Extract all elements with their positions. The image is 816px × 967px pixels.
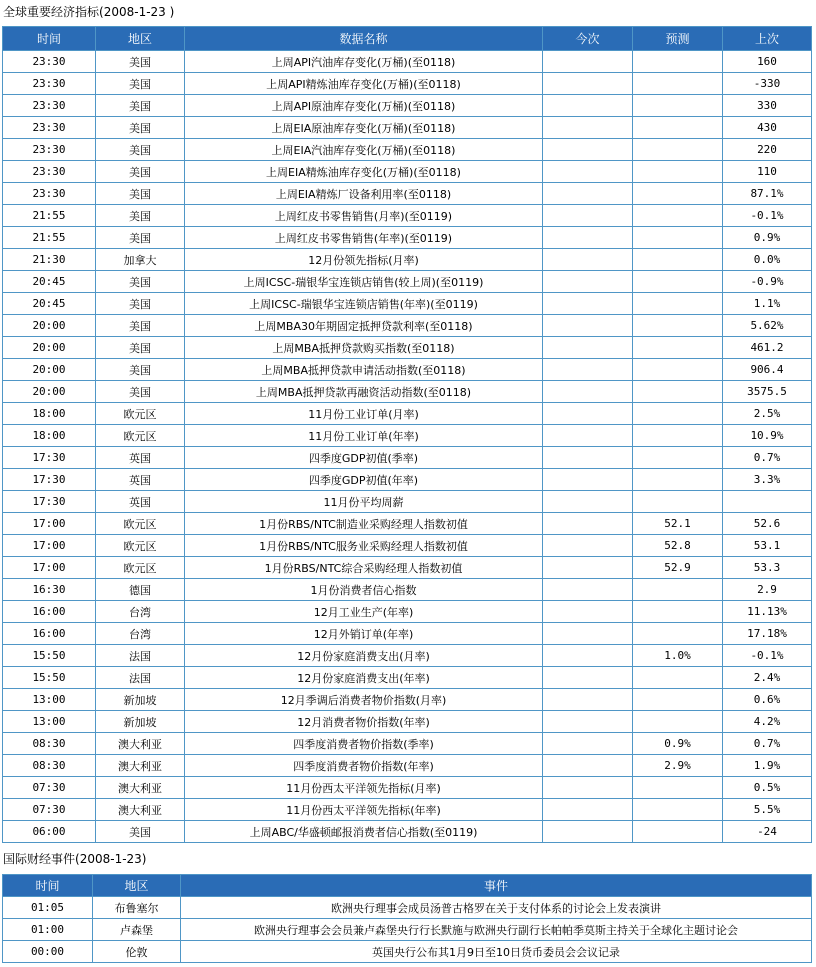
cell-region: 英国 (96, 447, 185, 469)
table-row (3, 513, 812, 535)
cell-actual (543, 315, 633, 337)
cell-time: 23:30 (3, 95, 96, 117)
table-row (3, 51, 812, 73)
cell-event-region: 卢森堡 (93, 919, 181, 941)
table-row (3, 249, 812, 271)
cell-data-name: 12月外销订单(年率) (185, 623, 543, 645)
cell-actual (543, 645, 633, 667)
cell-time: 08:30 (3, 733, 96, 755)
cell-time: 23:30 (3, 51, 96, 73)
cell-region: 英国 (96, 469, 185, 491)
cell-region: 美国 (96, 161, 185, 183)
cell-data-name: 11月份工业订单(月率) (185, 403, 543, 425)
table-row (3, 117, 812, 139)
cell-previous (723, 491, 812, 513)
cell-region: 美国 (96, 381, 185, 403)
cell-actual (543, 403, 633, 425)
table-row (3, 95, 812, 117)
cell-event-region: 伦敦 (93, 941, 181, 963)
col-header-previous: 上次 (723, 27, 812, 51)
cell-data-name: 上周MBA抵押贷款购买指数(至0118) (185, 337, 543, 359)
cell-forecast (633, 161, 723, 183)
cell-event: 欧洲央行理事会会员兼卢森堡央行行长默施与欧洲央行副行长帕帕季莫斯主持关于全球化主题讨论会 (181, 919, 812, 941)
table-row (3, 403, 812, 425)
cell-region: 美国 (96, 337, 185, 359)
cell-actual (543, 821, 633, 843)
cell-time: 06:00 (3, 821, 96, 843)
cell-forecast (633, 183, 723, 205)
cell-region: 美国 (96, 821, 185, 843)
cell-forecast (633, 469, 723, 491)
cell-time: 21:55 (3, 205, 96, 227)
cell-region: 英国 (96, 491, 185, 513)
cell-actual (543, 623, 633, 645)
cell-time: 17:00 (3, 535, 96, 557)
cell-previous: 2.4% (723, 667, 812, 689)
indicators-table (2, 26, 812, 843)
cell-forecast (633, 205, 723, 227)
cell-previous: 0.6% (723, 689, 812, 711)
cell-forecast (633, 711, 723, 733)
cell-data-name: 12月工业生产(年率) (185, 601, 543, 623)
cell-actual (543, 381, 633, 403)
cell-time: 17:30 (3, 491, 96, 513)
cell-previous: 17.18% (723, 623, 812, 645)
cell-actual (543, 183, 633, 205)
cell-data-name: 上周ABC/华盛顿邮报消费者信心指数(至0119) (185, 821, 543, 843)
cell-actual (543, 227, 633, 249)
cell-time: 17:30 (3, 469, 96, 491)
cell-actual (543, 139, 633, 161)
cell-data-name: 11月份西太平洋领先指标(年率) (185, 799, 543, 821)
cell-forecast: 52.8 (633, 535, 723, 557)
cell-region: 欧元区 (96, 425, 185, 447)
col-header-data-name: 数据名称 (185, 27, 543, 51)
table-row (3, 667, 812, 689)
cell-actual (543, 95, 633, 117)
cell-forecast (633, 799, 723, 821)
table-row (3, 227, 812, 249)
cell-previous: 2.9 (723, 579, 812, 601)
cell-forecast (633, 73, 723, 95)
cell-event: 欧洲央行理事会成员汤普古格罗在关于支付体系的讨论会上发表演讲 (181, 897, 812, 919)
cell-data-name: 四季度消费者物价指数(年率) (185, 755, 543, 777)
table-row (3, 711, 812, 733)
cell-previous: 220 (723, 139, 812, 161)
cell-time: 23:30 (3, 139, 96, 161)
cell-time: 16:30 (3, 579, 96, 601)
cell-time: 15:50 (3, 645, 96, 667)
cell-previous: 10.9% (723, 425, 812, 447)
cell-time: 17:00 (3, 513, 96, 535)
events-title: 国际财经事件 (3, 852, 76, 866)
cell-region: 新加坡 (96, 711, 185, 733)
indicators-date: (2008-1-23 ) (99, 5, 175, 19)
cell-previous: 110 (723, 161, 812, 183)
cell-previous: 11.13% (723, 601, 812, 623)
cell-previous: -0.9% (723, 271, 812, 293)
cell-actual (543, 271, 633, 293)
cell-forecast (633, 579, 723, 601)
cell-forecast (633, 249, 723, 271)
col-header-forecast: 预测 (633, 27, 723, 51)
cell-time: 20:00 (3, 337, 96, 359)
cell-time: 20:45 (3, 293, 96, 315)
cell-data-name: 上周EIA精炼厂设备利用率(至0118) (185, 183, 543, 205)
cell-actual (543, 249, 633, 271)
cell-forecast (633, 777, 723, 799)
cell-data-name: 上周ICSC-瑞银华宝连锁店销售(年率)(至0119) (185, 293, 543, 315)
cell-previous: 52.6 (723, 513, 812, 535)
cell-previous: -0.1% (723, 645, 812, 667)
table-row (3, 579, 812, 601)
cell-actual (543, 513, 633, 535)
cell-previous: 5.5% (723, 799, 812, 821)
table-row (3, 337, 812, 359)
cell-forecast (633, 117, 723, 139)
cell-data-name: 上周红皮书零售销售(月率)(至0119) (185, 205, 543, 227)
cell-previous: 430 (723, 117, 812, 139)
table-row (3, 161, 812, 183)
cell-data-name: 上周EIA精炼油库存变化(万桶)(至0118) (185, 161, 543, 183)
cell-region: 美国 (96, 73, 185, 95)
cell-forecast (633, 271, 723, 293)
cell-data-name: 上周ICSC-瑞银华宝连锁店销售(较上周)(至0119) (185, 271, 543, 293)
cell-data-name: 上周红皮书零售销售(年率)(至0119) (185, 227, 543, 249)
table-row (3, 491, 812, 513)
cell-region: 加拿大 (96, 249, 185, 271)
cell-region: 美国 (96, 95, 185, 117)
cell-forecast (633, 623, 723, 645)
cell-previous: 0.9% (723, 227, 812, 249)
cell-previous: 2.5% (723, 403, 812, 425)
cell-forecast (633, 337, 723, 359)
cell-previous: 160 (723, 51, 812, 73)
cell-region: 美国 (96, 183, 185, 205)
cell-region: 美国 (96, 205, 185, 227)
table-row (3, 733, 812, 755)
cell-forecast (633, 425, 723, 447)
cell-region: 台湾 (96, 601, 185, 623)
cell-time: 18:00 (3, 403, 96, 425)
events-section-title (3, 849, 146, 869)
cell-actual (543, 205, 633, 227)
table-row (3, 799, 812, 821)
table-row (3, 941, 812, 963)
cell-actual (543, 73, 633, 95)
cell-data-name: 11月份西太平洋领先指标(月率) (185, 777, 543, 799)
cell-forecast (633, 95, 723, 117)
cell-actual (543, 557, 633, 579)
table-row (3, 359, 812, 381)
cell-forecast: 0.9% (633, 733, 723, 755)
cell-data-name: 上周MBA30年期固定抵押贷款利率(至0118) (185, 315, 543, 337)
cell-event: 英国央行公布其1月9日至10日货币委员会会议记录 (181, 941, 812, 963)
cell-forecast (633, 667, 723, 689)
cell-actual (543, 425, 633, 447)
cell-previous: 3.3% (723, 469, 812, 491)
cell-data-name: 12月季调后消费者物价指数(月率) (185, 689, 543, 711)
cell-actual (543, 337, 633, 359)
cell-region: 美国 (96, 139, 185, 161)
col-header-region: 地区 (96, 27, 185, 51)
cell-actual (543, 535, 633, 557)
table-row (3, 777, 812, 799)
cell-forecast (633, 601, 723, 623)
events-table-body (3, 897, 812, 963)
col-header-actual: 今次 (543, 27, 633, 51)
cell-forecast (633, 315, 723, 337)
cell-data-name: 1月份RBS/NTC服务业采购经理人指数初值 (185, 535, 543, 557)
cell-data-name: 上周API汽油库存变化(万桶)(至0118) (185, 51, 543, 73)
cell-region: 欧元区 (96, 403, 185, 425)
cell-event-time: 01:00 (3, 919, 93, 941)
table-row (3, 381, 812, 403)
cell-previous: 906.4 (723, 359, 812, 381)
cell-event-time: 01:05 (3, 897, 93, 919)
cell-forecast: 1.0% (633, 645, 723, 667)
cell-data-name: 上周EIA原油库存变化(万桶)(至0118) (185, 117, 543, 139)
cell-time: 16:00 (3, 623, 96, 645)
cell-region: 澳大利亚 (96, 755, 185, 777)
cell-actual (543, 469, 633, 491)
cell-region: 澳大利亚 (96, 733, 185, 755)
cell-previous: -330 (723, 73, 812, 95)
cell-region: 欧元区 (96, 557, 185, 579)
cell-actual (543, 117, 633, 139)
cell-actual (543, 733, 633, 755)
cell-previous: 0.7% (723, 447, 812, 469)
indicators-table-body (3, 51, 812, 843)
cell-data-name: 上周API原油库存变化(万桶)(至0118) (185, 95, 543, 117)
table-row (3, 623, 812, 645)
cell-previous: 330 (723, 95, 812, 117)
cell-previous: 461.2 (723, 337, 812, 359)
events-table (2, 874, 812, 963)
cell-previous: 53.1 (723, 535, 812, 557)
cell-previous: 1.1% (723, 293, 812, 315)
cell-previous: 0.0% (723, 249, 812, 271)
cell-time: 18:00 (3, 425, 96, 447)
col-header-time: 时间 (3, 27, 96, 51)
table-row (3, 205, 812, 227)
table-row (3, 755, 812, 777)
cell-data-name: 1月份RBS/NTC制造业采购经理人指数初值 (185, 513, 543, 535)
cell-time: 13:00 (3, 689, 96, 711)
cell-actual (543, 51, 633, 73)
cell-forecast: 2.9% (633, 755, 723, 777)
cell-actual (543, 359, 633, 381)
cell-actual (543, 711, 633, 733)
table-row (3, 271, 812, 293)
cell-time: 17:30 (3, 447, 96, 469)
cell-actual (543, 777, 633, 799)
cell-time: 21:30 (3, 249, 96, 271)
cell-time: 15:50 (3, 667, 96, 689)
table-row (3, 645, 812, 667)
table-row (3, 469, 812, 491)
cell-data-name: 12月份领先指标(月率) (185, 249, 543, 271)
cell-region: 欧元区 (96, 535, 185, 557)
col-header-event-region: 地区 (93, 875, 181, 897)
table-row (3, 557, 812, 579)
cell-data-name: 12月份家庭消费支出(月率) (185, 645, 543, 667)
cell-region: 美国 (96, 315, 185, 337)
table-row (3, 315, 812, 337)
cell-data-name: 1月份消费者信心指数 (185, 579, 543, 601)
cell-previous: 5.62% (723, 315, 812, 337)
cell-data-name: 12月份家庭消费支出(年率) (185, 667, 543, 689)
cell-time: 07:30 (3, 799, 96, 821)
cell-time: 20:00 (3, 359, 96, 381)
cell-actual (543, 161, 633, 183)
cell-previous: 87.1% (723, 183, 812, 205)
cell-time: 23:30 (3, 73, 96, 95)
cell-time: 23:30 (3, 161, 96, 183)
cell-forecast (633, 821, 723, 843)
cell-previous: 53.3 (723, 557, 812, 579)
cell-actual (543, 601, 633, 623)
cell-forecast (633, 689, 723, 711)
cell-forecast: 52.9 (633, 557, 723, 579)
table-row (3, 689, 812, 711)
cell-data-name: 上周EIA汽油库存变化(万桶)(至0118) (185, 139, 543, 161)
col-header-event-time: 时间 (3, 875, 93, 897)
cell-data-name: 11月份平均周薪 (185, 491, 543, 513)
cell-region: 欧元区 (96, 513, 185, 535)
cell-event-time: 00:00 (3, 941, 93, 963)
indicators-section-title (3, 2, 174, 22)
table-row (3, 821, 812, 843)
cell-actual (543, 447, 633, 469)
cell-actual (543, 579, 633, 601)
cell-region: 美国 (96, 51, 185, 73)
cell-forecast (633, 139, 723, 161)
cell-data-name: 1月份RBS/NTC综合采购经理人指数初值 (185, 557, 543, 579)
cell-previous: -0.1% (723, 205, 812, 227)
cell-time: 20:45 (3, 271, 96, 293)
indicators-header-row (3, 27, 812, 51)
cell-event-region: 布鲁塞尔 (93, 897, 181, 919)
cell-actual (543, 799, 633, 821)
cell-region: 美国 (96, 117, 185, 139)
cell-actual (543, 667, 633, 689)
cell-time: 17:00 (3, 557, 96, 579)
cell-time: 16:00 (3, 601, 96, 623)
cell-forecast (633, 403, 723, 425)
cell-region: 美国 (96, 293, 185, 315)
cell-time: 20:00 (3, 315, 96, 337)
cell-forecast (633, 51, 723, 73)
cell-region: 澳大利亚 (96, 777, 185, 799)
cell-data-name: 四季度消费者物价指数(季率) (185, 733, 543, 755)
table-row (3, 293, 812, 315)
cell-region: 法国 (96, 667, 185, 689)
table-row (3, 601, 812, 623)
cell-previous: -24 (723, 821, 812, 843)
table-row (3, 897, 812, 919)
cell-forecast (633, 491, 723, 513)
indicators-title: 全球重要经济指标 (3, 5, 100, 19)
cell-time: 23:30 (3, 183, 96, 205)
cell-actual (543, 689, 633, 711)
cell-data-name: 上周API精炼油库存变化(万桶)(至0118) (185, 73, 543, 95)
cell-time: 21:55 (3, 227, 96, 249)
cell-forecast (633, 227, 723, 249)
cell-region: 美国 (96, 359, 185, 381)
cell-time: 23:30 (3, 117, 96, 139)
events-header-row (3, 875, 812, 897)
cell-data-name: 上周MBA抵押贷款再融资活动指数(至0118) (185, 381, 543, 403)
cell-previous: 3575.5 (723, 381, 812, 403)
cell-time: 08:30 (3, 755, 96, 777)
cell-region: 新加坡 (96, 689, 185, 711)
cell-region: 澳大利亚 (96, 799, 185, 821)
cell-forecast (633, 359, 723, 381)
table-row (3, 73, 812, 95)
cell-region: 美国 (96, 227, 185, 249)
cell-forecast (633, 447, 723, 469)
table-row (3, 535, 812, 557)
table-row (3, 139, 812, 161)
cell-data-name: 四季度GDP初值(季率) (185, 447, 543, 469)
cell-actual (543, 755, 633, 777)
cell-time: 13:00 (3, 711, 96, 733)
cell-previous: 4.2% (723, 711, 812, 733)
cell-time: 07:30 (3, 777, 96, 799)
table-row (3, 919, 812, 941)
table-row (3, 183, 812, 205)
cell-data-name: 四季度GDP初值(年率) (185, 469, 543, 491)
cell-previous: 0.7% (723, 733, 812, 755)
cell-region: 台湾 (96, 623, 185, 645)
cell-region: 德国 (96, 579, 185, 601)
cell-previous: 0.5% (723, 777, 812, 799)
cell-forecast (633, 381, 723, 403)
cell-actual (543, 491, 633, 513)
cell-previous: 1.9% (723, 755, 812, 777)
table-row (3, 425, 812, 447)
cell-data-name: 11月份工业订单(年率) (185, 425, 543, 447)
cell-data-name: 上周MBA抵押贷款申请活动指数(至0118) (185, 359, 543, 381)
cell-region: 法国 (96, 645, 185, 667)
table-row (3, 447, 812, 469)
cell-actual (543, 293, 633, 315)
col-header-event: 事件 (181, 875, 812, 897)
cell-forecast: 52.1 (633, 513, 723, 535)
cell-forecast (633, 293, 723, 315)
cell-data-name: 12月消费者物价指数(年率) (185, 711, 543, 733)
cell-time: 20:00 (3, 381, 96, 403)
cell-region: 美国 (96, 271, 185, 293)
events-date: (2008-1-23) (75, 852, 147, 866)
